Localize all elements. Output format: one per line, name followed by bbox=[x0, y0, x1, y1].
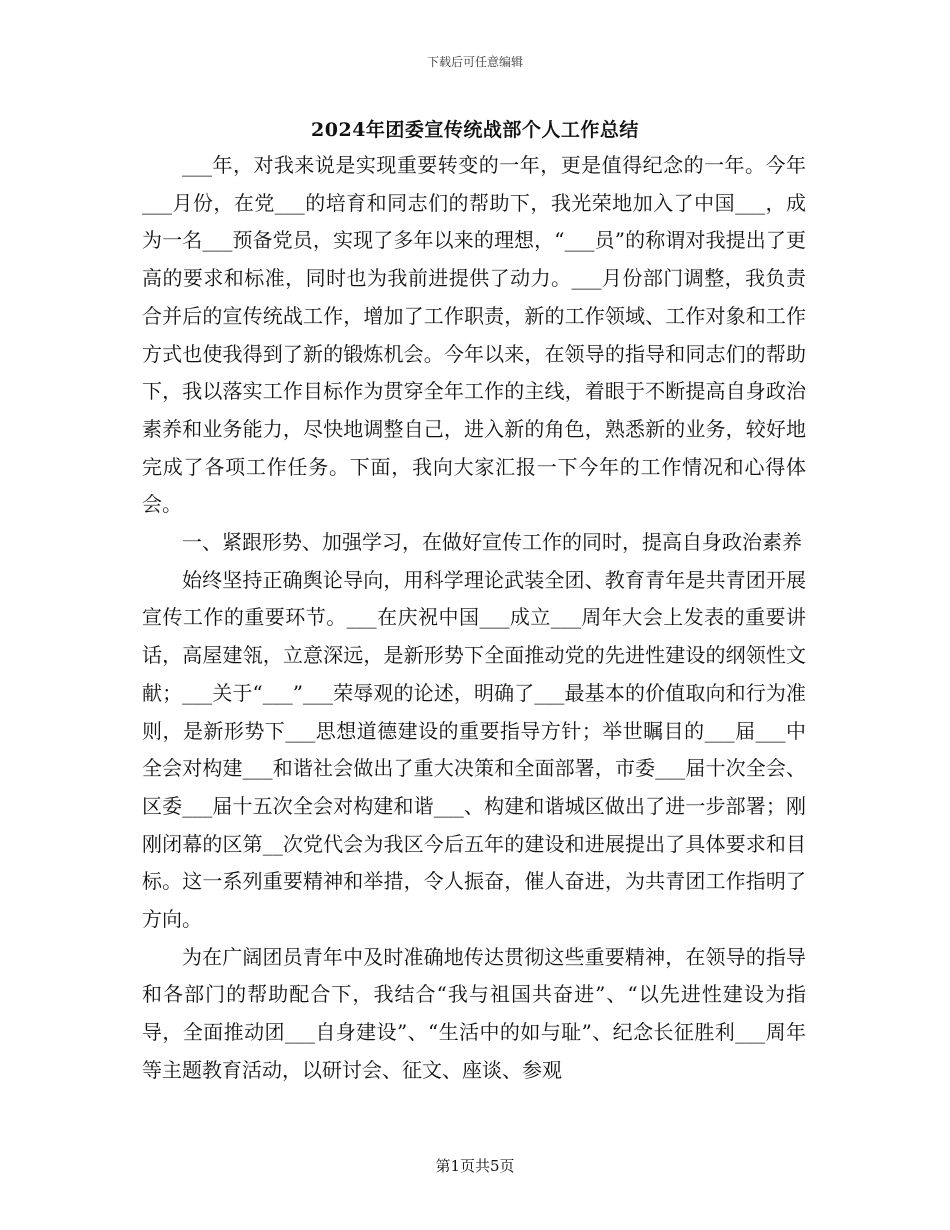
paragraph-intro: ___年，对我来说是实现重要转变的一年，更是值得纪念的一年。今年___月份，在党___的培育和同志们的帮助下，我光荣地加入了中国___，成为一名___预备党员，实现了多年以来的理想，“___员”的称谓对我提出了更高的要求和标准，同时也为我前进提供了动力。___月份部门调整，我负责合并后的宣传统战工作，增加了工作职责，新的工作领域、工作对象和工作方式也使我得到了新的锻炼机会。今年以来，在领导的指导和同志们的帮助下，我以落实工作目标作为贯穿全年工作的主线，着眼于不断提高自身政治素养和业务能力，尽快地调整自己，进入新的角色，熟悉新的业务，较好地完成了各项工作任务。下面，我向大家汇报一下今年的工作情况和心得体会。 bbox=[142, 153, 806, 517]
document-title: 2024年团委宣传统战部个人工作总结 bbox=[311, 119, 639, 141]
page-footer-number: 第1页共5页 bbox=[435, 1157, 515, 1175]
page-header-note: 下载后可任意编辑 bbox=[426, 55, 523, 69]
paragraph-section-1: 始终坚持正确舆论导向，用科学理论武装全团、教育青年是共青团开展宣传工作的重要环节。___在庆祝中国___成立___周年大会上发表的重要讲话，高屋建瓴，立意深远，是新形势下全面推动党的先进性建设的纲领性文献；___关于“___”___荣辱观的论述，明确了___最基本的价值取向和行为准则，是新形势下___思想道德建设的重要指导方针；举世瞩目的___届___中全会对构建___和谐社会做出了重大决策和全面部署，市委___届十次全会、区委___届十五次全会对构建和谐___、构建和谐城区做出了进一步部署；刚刚闭幕的区第__次党代会为我区今后五年的建设和进展提出了具体要求和目标。这一系列重要精神和举措，令人振奋，催人奋进，为共青团工作指明了方向。 bbox=[142, 567, 806, 932]
document-body bbox=[142, 147, 806, 1090]
section-heading-1: 一、紧跟形势、加强学习，在做好宣传工作的同时，提高自身政治素养 bbox=[182, 530, 802, 555]
paragraph-section-1-continued: 为在广阔团员青年中及时准确地传达贯彻这些重要精神，在领导的指导和各部门的帮助配合下，我结合“我与祖国共奋进”、“以先进性建设为指导，全面推动团___自身建设”、“生活中的如与耻”、纪念长征胜利___周年等主题教育活动，以研讨会、征文、座谈、参观 bbox=[142, 944, 806, 1082]
